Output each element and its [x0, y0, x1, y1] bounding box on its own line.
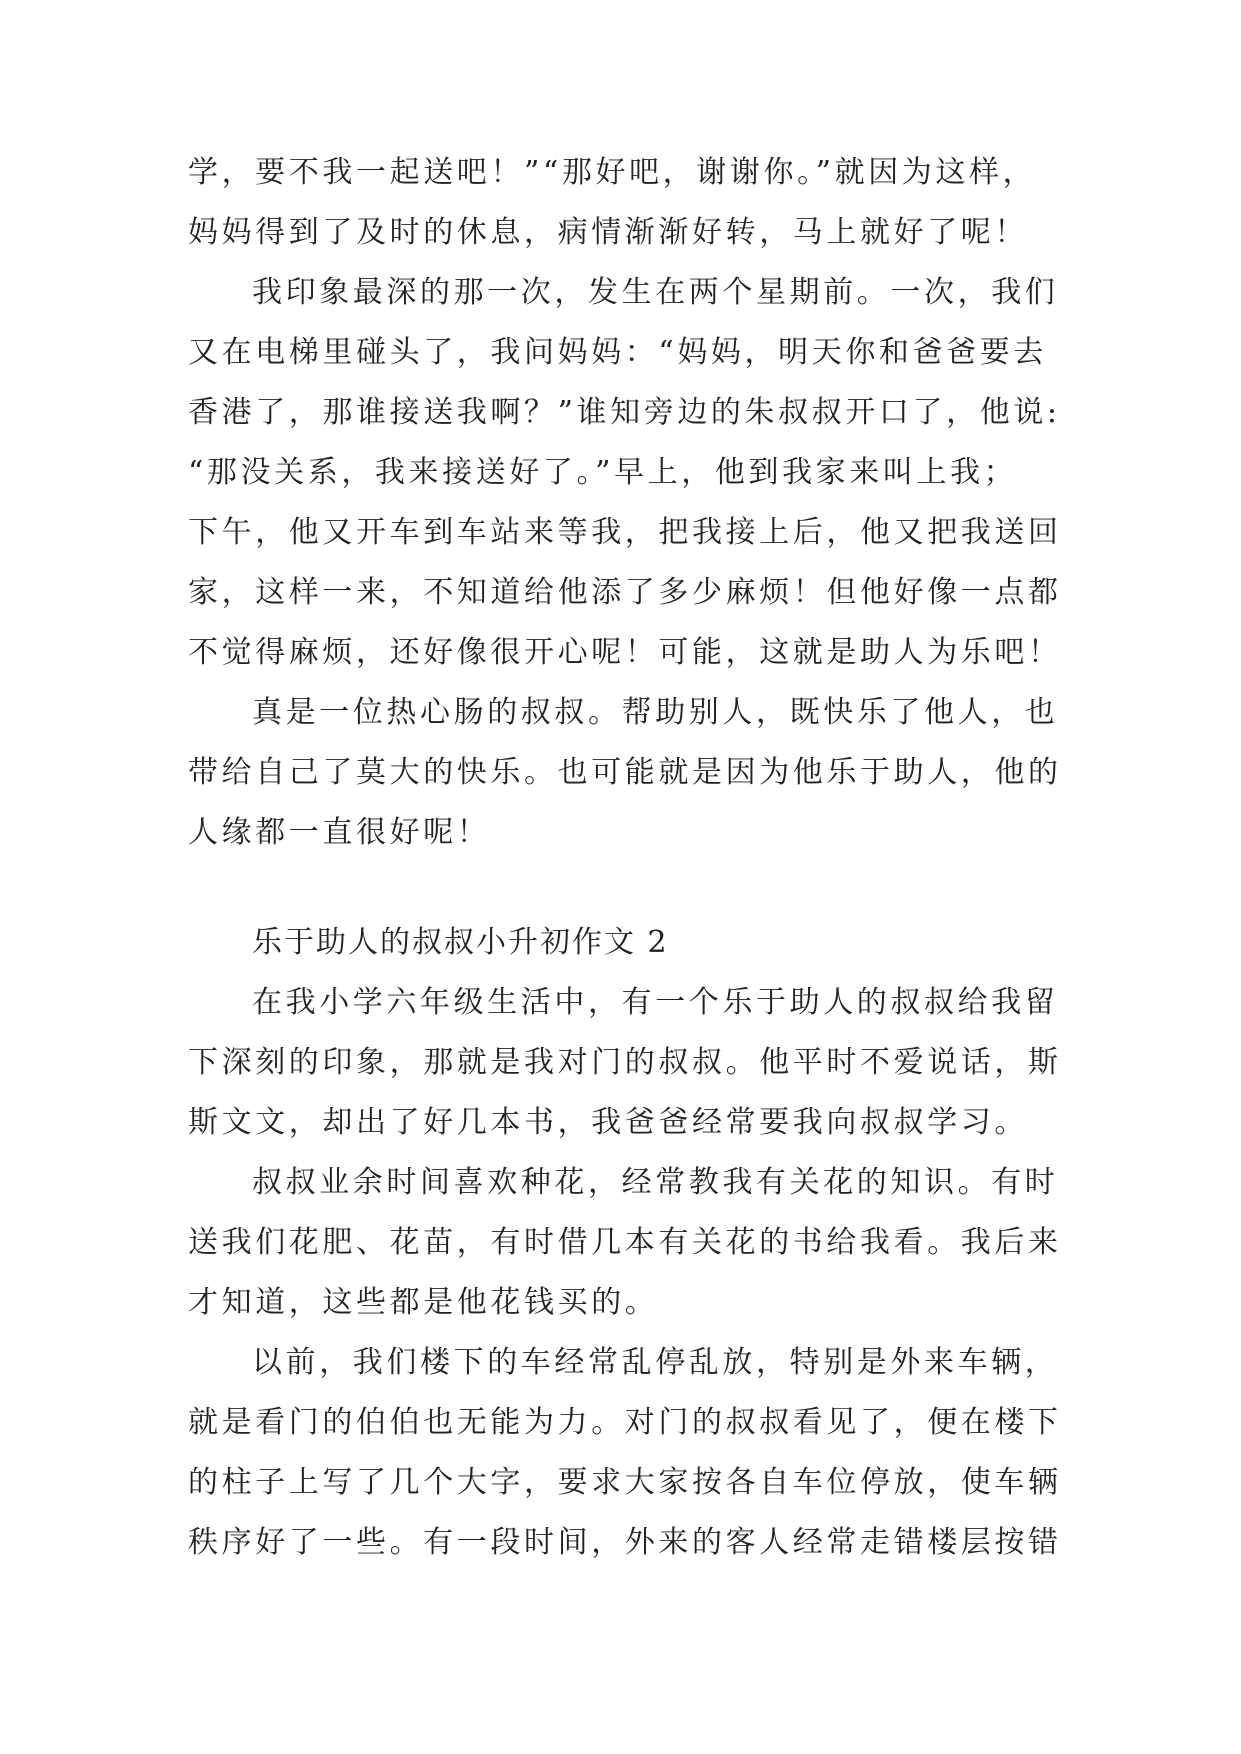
paragraph-line: 才知道，这些都是他花钱买的。 [188, 1285, 659, 1320]
paragraph-line: 妈妈得到了及时的休息，病情渐渐好转，马上就好了呢！ [188, 215, 1028, 250]
paragraph-line: 叔叔业余时间喜欢种花，经常教我有关花的知识。有时 [252, 1165, 1059, 1200]
paragraph-line: 家，这样一来，不知道给他添了多少麻烦！但他好像一点都 [188, 575, 1062, 610]
paragraph-line: 下午，他又开车到车站来等我，把我接上后，他又把我送回 [188, 515, 1062, 550]
paragraph-line: 送我们花肥、花苗，有时借几本有关花的书给我看。我后来 [188, 1225, 1062, 1260]
paragraph-line: 我印象最深的那一次，发生在两个星期前。一次，我们 [252, 275, 1059, 310]
paragraph-line: “那没关系，我来接送好了。”早上，他到我家来叫上我； [188, 455, 1018, 490]
paragraph-line: 的柱子上写了几个大字，要求大家按各自车位停放，使车辆 [188, 1465, 1062, 1500]
paragraph-line: 真是一位热心肠的叔叔。帮助别人，既快乐了他人，也 [252, 695, 1059, 730]
paragraph-line: 在我小学六年级生活中，有一个乐于助人的叔叔给我留 [252, 985, 1059, 1020]
paragraph-line: 带给自己了莫大的快乐。也可能就是因为他乐于助人，他的 [188, 755, 1062, 790]
paragraph-line: 学，要不我一起送吧！”“那好吧，谢谢你。”就因为这样， [188, 155, 1037, 190]
paragraph-line: 又在电梯里碰头了，我问妈妈：“妈妈，明天你和爸爸要去 [188, 335, 1047, 370]
paragraph-line: 斯文文，却出了好几本书，我爸爸经常要我向叔叔学习。 [188, 1105, 1028, 1140]
paragraph-line: 人缘都一直很好呢！ [188, 815, 491, 850]
paragraph-line: 不觉得麻烦，还好像很开心呢！可能，这就是助人为乐吧！ [188, 635, 1062, 670]
paragraph-line: 就是看门的伯伯也无能为力。对门的叔叔看见了，便在楼下 [188, 1405, 1062, 1440]
paragraph-line: 香港了，那谁接送我啊？”谁知旁边的朱叔叔开口了，他说: [188, 395, 1061, 430]
paragraph-line: 下深刻的印象，那就是我对门的叔叔。他平时不爱说话，斯 [188, 1045, 1062, 1080]
paragraph-line: 以前，我们楼下的车经常乱停乱放，特别是外来车辆， [252, 1345, 1059, 1380]
paragraph-line: 秩序好了一些。有一段时间，外来的客人经常走错楼层按错 [188, 1525, 1062, 1560]
section-title: 乐于助人的叔叔小升初作文 2 [252, 925, 669, 960]
